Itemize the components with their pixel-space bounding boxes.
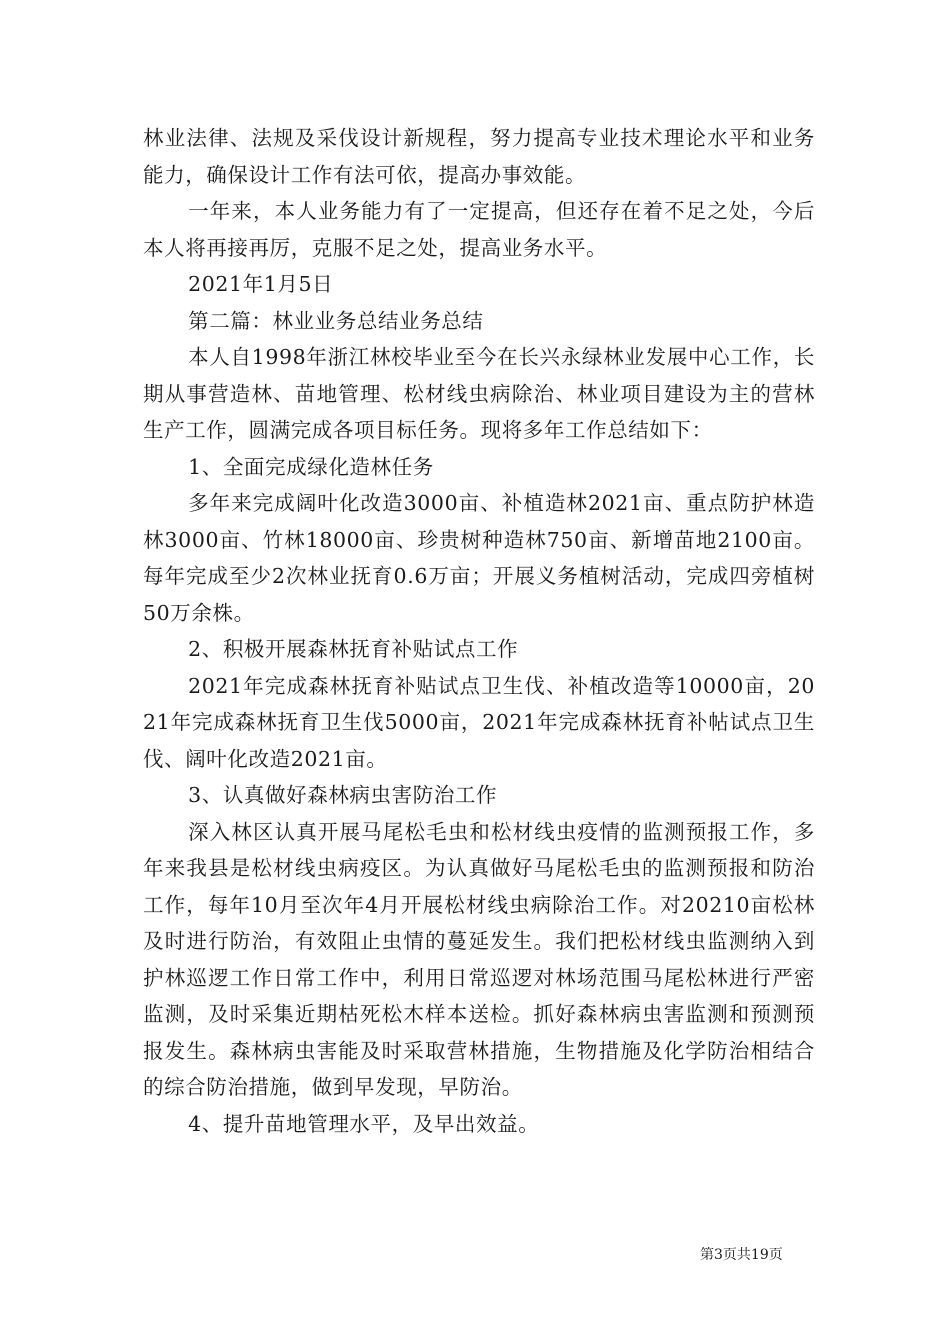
page-number: 第3页共19页	[700, 1247, 783, 1263]
paragraph-1: 林业法律、法规及采伐设计新规程，努力提高专业技术理论水平和业务能力，确保设计工作有法可依，提高办事效能。	[143, 126, 815, 187]
paragraph-pest-control: 深入林区认真开展马尾松毛虫和松材线虫疫情的监测预报工作，多年来我县是松材线虫病疫区。为认真做好马尾松毛虫的监测预报和防治工作，每年10月至次年4月开展松材线虫病除治工作。对20210亩松林及时进行防治，有效阻止虫情的蔓延发生。我们把松材线虫监测纳入到护林巡逻工作日常工作中，利用日常巡逻对林场范围马尾松林进行严密监测，及时采集近期枯死松木样本送检。抓好森林病虫害监测和预测预报发生。森林病虫害能及时采取营林措施，生物措施及化学防治相结合的综合防治措施，做到早发现，早防治。	[143, 819, 815, 1099]
paragraph-tending: 2021年完成森林抚育补贴试点卫生伐、补植改造等10000亩，2021年完成森林抚育卫生伐5000亩，2021年完成森林抚育补帖试点卫生伐、阔叶化改造2021亩。	[143, 673, 815, 771]
heading-2: 2、积极开展森林抚育补贴试点工作	[188, 637, 519, 661]
paragraph-afforestation: 多年来完成阔叶化改造3000亩、补植造林2021亩、重点防护林造林3000亩、竹林18000亩、珍贵树种造林750亩、新增苗地2100亩。每年完成至少2次林业抚育0.6万亩；开展义务植树活动，完成四旁植树50万余株。	[143, 491, 815, 625]
section-title: 第二篇：林业业务总结业务总结	[188, 308, 484, 333]
paragraph-2: 一年来，本人业务能力有了一定提高，但还存在着不足之处，今后本人将再接再厉，克服不足之处，提高业务水平。	[143, 199, 815, 260]
document-body	[143, 120, 815, 1142]
heading-1: 1、全面完成绿化造林任务	[188, 454, 434, 479]
paragraph-intro: 本人自1998年浙江林校毕业至今在长兴永绿林业发展中心工作，长期从事营造林、苗地管理、松材线虫病除治、林业项目建设为主的营林生产工作，圆满完成各项目标任务。现将多年工作总结如下：	[143, 345, 815, 442]
heading-4: 4、提升苗地管理水平，及早出效益。	[188, 1111, 540, 1136]
heading-3: 3、认真做好森林病虫害防治工作	[188, 783, 498, 807]
date-line: 2021年1月5日	[188, 272, 334, 296]
